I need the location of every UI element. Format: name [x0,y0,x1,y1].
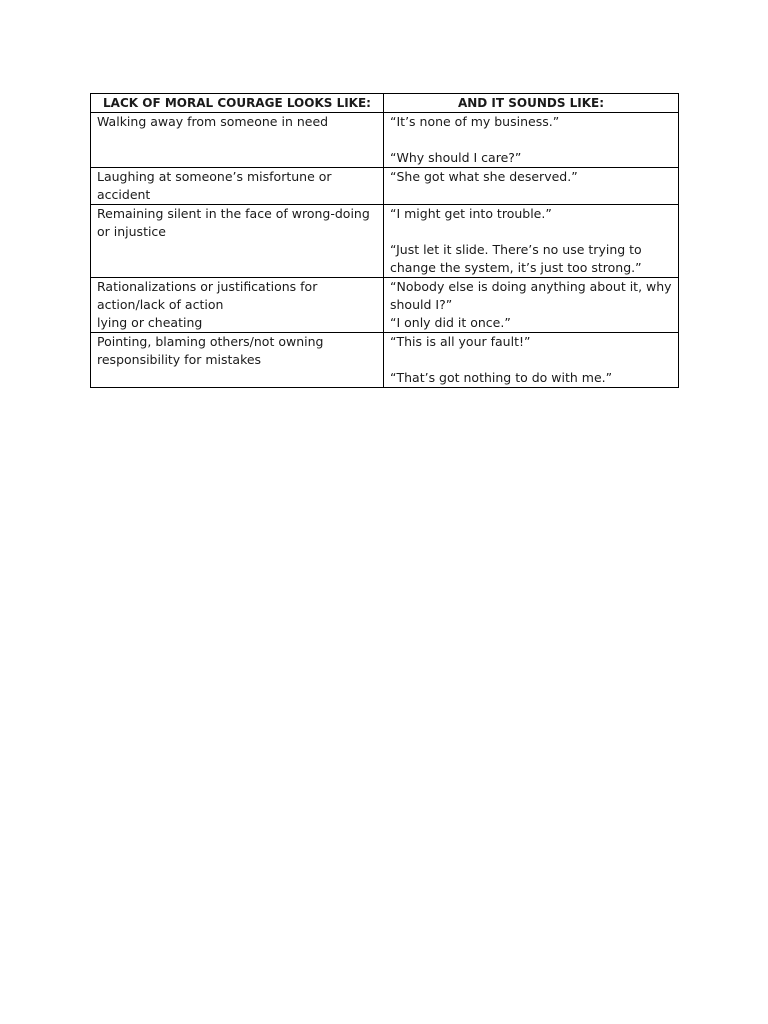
cell-text-line: responsibility for mistakes [97,352,262,367]
looks-like-cell [91,113,384,168]
table-row [91,205,679,278]
cell-text-line: “Just let it slide. There’s no use trying to [390,242,642,257]
cell-text-line: change the system, it’s just too strong.” [390,260,642,275]
header-looks-like: LACK OF MORAL COURAGE LOOKS LIKE: [91,94,384,113]
cell-text-line: “I might get into trouble.” [390,206,552,221]
cell-text-line: Walking away from someone in need [97,114,329,129]
sounds-like-cell [384,278,679,333]
cell-text-line: action/lack of action [97,297,224,312]
cell-text-line: lying or cheating [97,315,203,330]
cell-text-line: “Nobody else is doing anything about it, why [390,279,672,294]
cell-text-line: accident [97,187,151,202]
cell-text-line: “It’s none of my business.” [390,114,560,129]
cell-text-line: “I only did it once.” [390,315,511,330]
table-row [91,168,679,205]
table-row [91,333,679,388]
table-row [91,278,679,333]
cell-text-line: or injustice [97,224,167,239]
blank-line [390,351,672,369]
looks-like-cell [91,278,384,333]
looks-like-cell [91,333,384,388]
blank-line [390,223,672,241]
cell-text-line: should I?” [390,297,453,312]
cell-text-line: “That’s got nothing to do with me.” [390,370,613,385]
cell-text-line: Remaining silent in the face of wrong-doing [97,206,370,221]
looks-like-cell [91,168,384,205]
cell-text-line: “This is all your fault!” [390,334,531,349]
sounds-like-cell [384,113,679,168]
looks-like-cell [91,205,384,278]
header-sounds-like: AND IT SOUNDS LIKE: [384,94,679,113]
moral-courage-table [90,93,679,388]
sounds-like-cell [384,333,679,388]
cell-text-line: Rationalizations or justifications for [97,279,318,294]
blank-line [390,131,672,149]
cell-text-line: “She got what she deserved.” [390,169,578,184]
sounds-like-cell [384,205,679,278]
table-row [91,113,679,168]
cell-text-line: “Why should I care?” [390,150,522,165]
sounds-like-cell [384,168,679,205]
cell-text-line: Laughing at someone’s misfortune or [97,169,332,184]
cell-text-line: Pointing, blaming others/not owning [97,334,324,349]
table-header-row [91,94,679,113]
table-body [91,113,679,388]
